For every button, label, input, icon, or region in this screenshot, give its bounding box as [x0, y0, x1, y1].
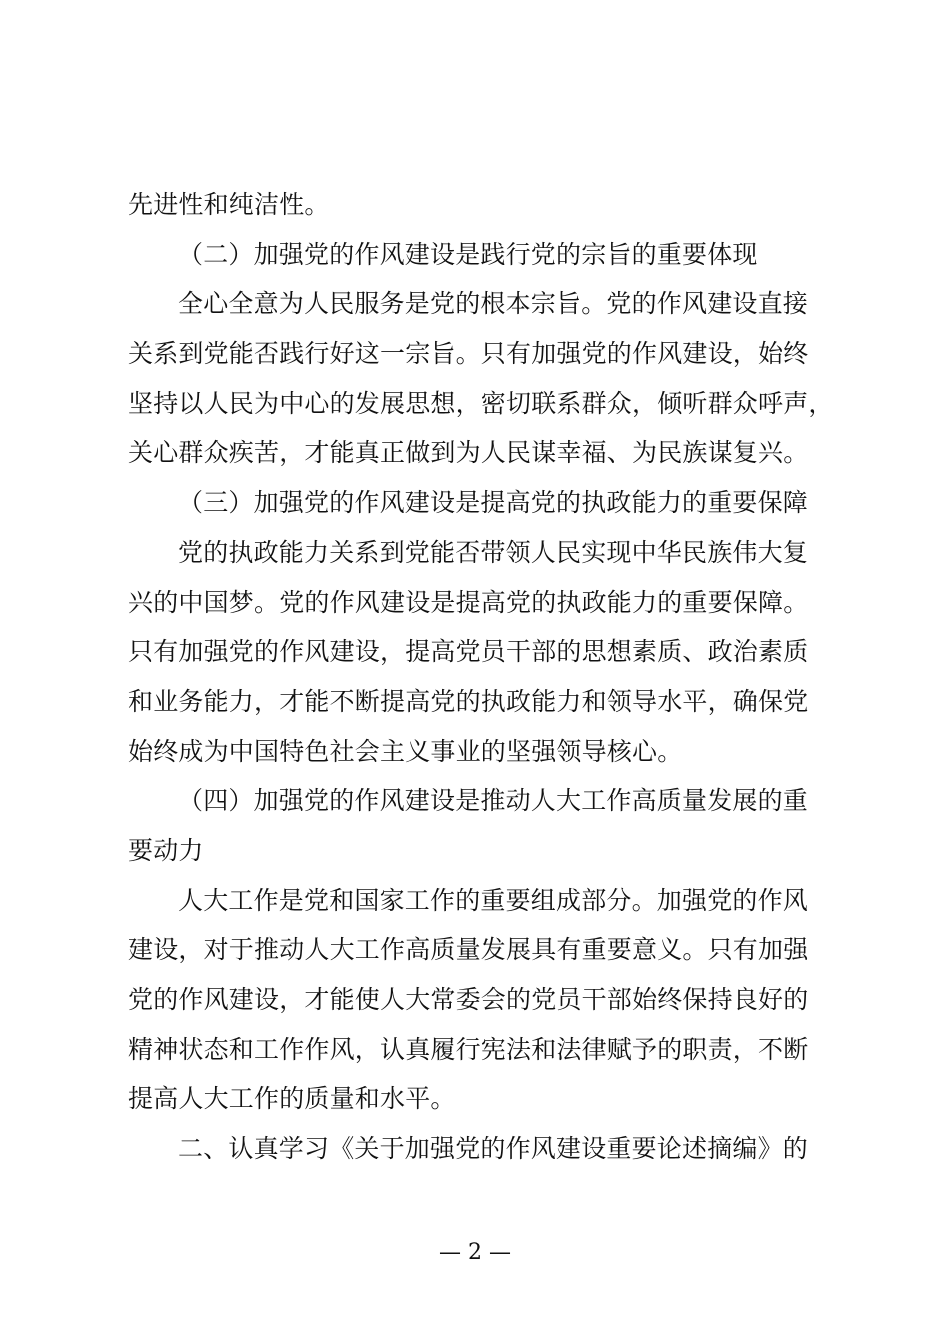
text-line: 精神状态和工作作风，认真履行宪法和法律赋予的职责，不断	[128, 1034, 809, 1064]
text-line: 只有加强党的作风建设，提高党员干部的思想素质、政治素质	[128, 637, 809, 667]
body-text	[128, 180, 832, 1174]
text-line: 人大工作是党和国家工作的重要组成部分。加强党的作风	[178, 885, 809, 915]
text-line: 坚持以人民为中心的发展思想，密切联系群众，倾听群众呼声，	[128, 388, 834, 418]
text-line: 提高人大工作的质量和水平。	[128, 1084, 456, 1114]
section-heading-4-continued: 要动力	[128, 835, 204, 865]
text-line: 和业务能力，才能不断提高党的执政能力和领导水平，确保党	[128, 686, 809, 716]
text-line: 关心群众疾苦，才能真正做到为人民谋幸福、为民族谋复兴。	[128, 438, 809, 468]
text-line: 先进性和纯洁性。	[128, 190, 330, 219]
text-line: 党的执政能力关系到党能否带领人民实现中华民族伟大复	[178, 537, 809, 567]
page-number: — 2 —	[439, 1240, 511, 1265]
text-line: 全心全意为人民服务是党的根本宗旨。党的作风建设直接	[178, 289, 809, 319]
text-line: 党的作风建设，才能使人大常委会的党员干部始终保持良好的	[128, 985, 809, 1014]
text-line: 始终成为中国特色社会主义事业的坚强领导核心。	[128, 736, 683, 766]
section-heading-3: （三）加强党的作风建设是提高党的执政能力的重要保障	[178, 488, 809, 518]
text-line: 建设，对于推动人大工作高质量发展具有重要意义。只有加强	[128, 935, 809, 965]
section-heading-2: （二）加强党的作风建设是践行党的宗旨的重要体现	[178, 239, 758, 269]
section-heading-4: （四）加强党的作风建设是推动人大工作高质量发展的重	[178, 786, 809, 816]
text-line: 关系到党能否践行好这一宗旨。只有加强党的作风建设，始终	[128, 339, 809, 369]
text-line: 兴的中国梦。党的作风建设是提高党的执政能力的重要保障。	[128, 587, 809, 617]
chapter-heading-2: 二、认真学习《关于加强党的作风建设重要论述摘编》的	[178, 1134, 809, 1164]
